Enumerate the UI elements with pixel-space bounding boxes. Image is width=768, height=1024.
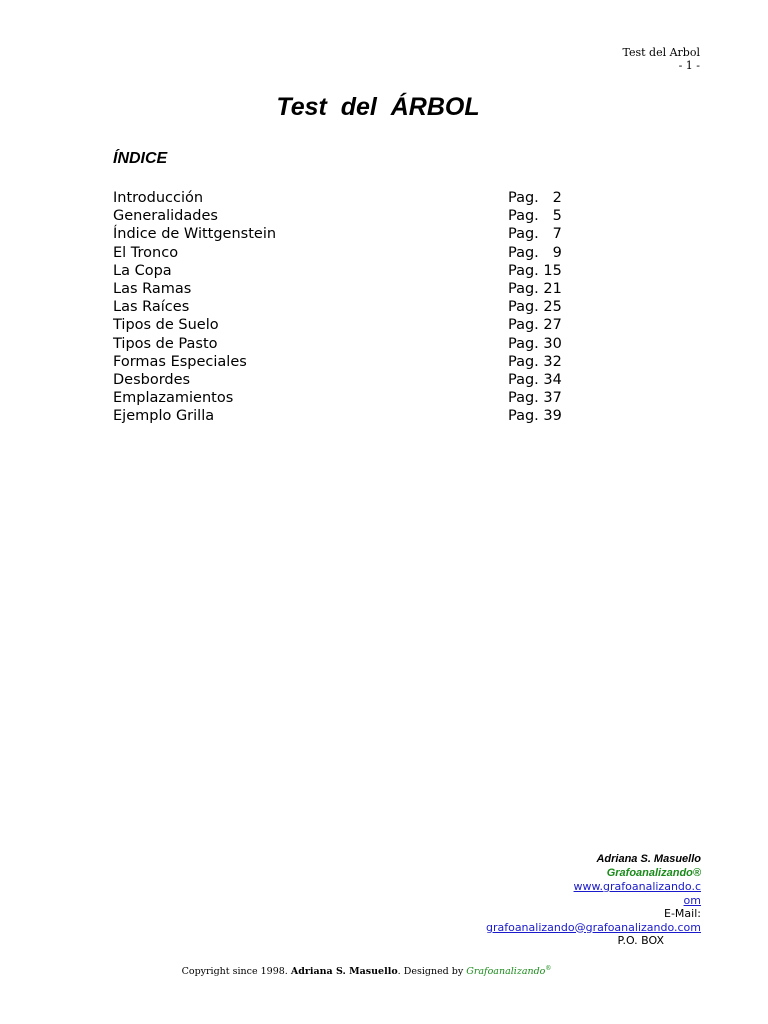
toc-entry-title: Índice de Wittgenstein [113, 226, 277, 243]
toc-entry-title: Generalidades [113, 208, 218, 225]
website-link-line2: om [683, 893, 701, 907]
website-link-line1: www.grafoanalizando.c [573, 880, 701, 893]
page-header [622, 46, 700, 72]
toc-entry [113, 189, 573, 207]
footer-middle: . Designed by [397, 966, 467, 978]
contact-author: Adriana S. Masuello [596, 853, 701, 865]
toc-entry [113, 407, 573, 425]
contact-block [486, 853, 701, 947]
toc-entry-title: Ejemplo Grilla [113, 408, 215, 425]
toc-entry-title: Tipos de Pasto [113, 335, 218, 352]
footer-author: Adriana S. Masuello [290, 966, 398, 978]
footer-registered-mark: ® [545, 965, 552, 972]
toc-entry-title: Las Ramas [113, 280, 192, 297]
email-label: E-Mail: [664, 907, 701, 920]
toc-entry-page: Pag. 25 [508, 299, 562, 316]
toc-entry-title: Introducción [113, 190, 204, 206]
toc-entry-title: Tipos de Suelo [113, 317, 219, 334]
toc-entry-page: Pag. 34 [508, 371, 562, 388]
toc-entry [113, 316, 573, 334]
toc-entry-page: Pag. 21 [508, 280, 562, 297]
toc-entry-page: Pag. 30 [508, 335, 562, 352]
toc-entry-title: Desbordes [113, 371, 191, 388]
toc-entry-page: Pag. 15 [508, 262, 562, 279]
pobox-label: P.O. BOX [617, 934, 664, 947]
toc-entry [113, 389, 573, 407]
index-heading: ÍNDICE [113, 150, 168, 167]
email-link[interactable]: grafoanalizando@grafoanalizando.com [485, 920, 701, 934]
contact-brand: Grafoanalizando® [606, 866, 701, 879]
toc-entry [113, 225, 573, 243]
toc-entry [113, 244, 573, 262]
toc-entry-page: Pag. 2 [508, 190, 562, 206]
toc-entry-title: Emplazamientos [113, 390, 234, 407]
toc-entry [113, 280, 573, 298]
header-page-number: - 1 - [678, 59, 700, 72]
toc-entry [113, 335, 573, 353]
toc-entry [113, 371, 573, 389]
toc-entry-title: Las Raíces [113, 299, 190, 316]
toc-entry-page: Pag. 37 [508, 390, 562, 407]
toc-entry-page: Pag. 27 [508, 317, 562, 334]
footer-brand: Grafoanalizando [466, 966, 546, 978]
toc-entry-page: Pag. 39 [508, 408, 562, 425]
toc-entry-page: Pag. 32 [508, 353, 562, 370]
footer-prefix: Copyright since 1998. [181, 966, 291, 978]
toc-entry-title: El Tronco [113, 244, 179, 261]
toc-entry-title: Formas Especiales [113, 353, 247, 370]
toc-entry [113, 353, 573, 371]
toc-entry [113, 298, 573, 316]
copyright-footer [0, 965, 733, 977]
toc-entry-title: La Copa [113, 262, 172, 279]
website-link[interactable] [574, 880, 701, 907]
toc-entry-page: Pag. 5 [508, 208, 562, 225]
toc-entry-page: Pag. 7 [508, 226, 562, 243]
document-title: Test del ÁRBOL [276, 93, 480, 121]
header-doc-name: Test del Arbol [622, 46, 700, 59]
toc-entry-page: Pag. 9 [508, 244, 562, 261]
toc-entry [113, 207, 573, 225]
table-of-contents [113, 189, 573, 425]
toc-entry [113, 262, 573, 280]
